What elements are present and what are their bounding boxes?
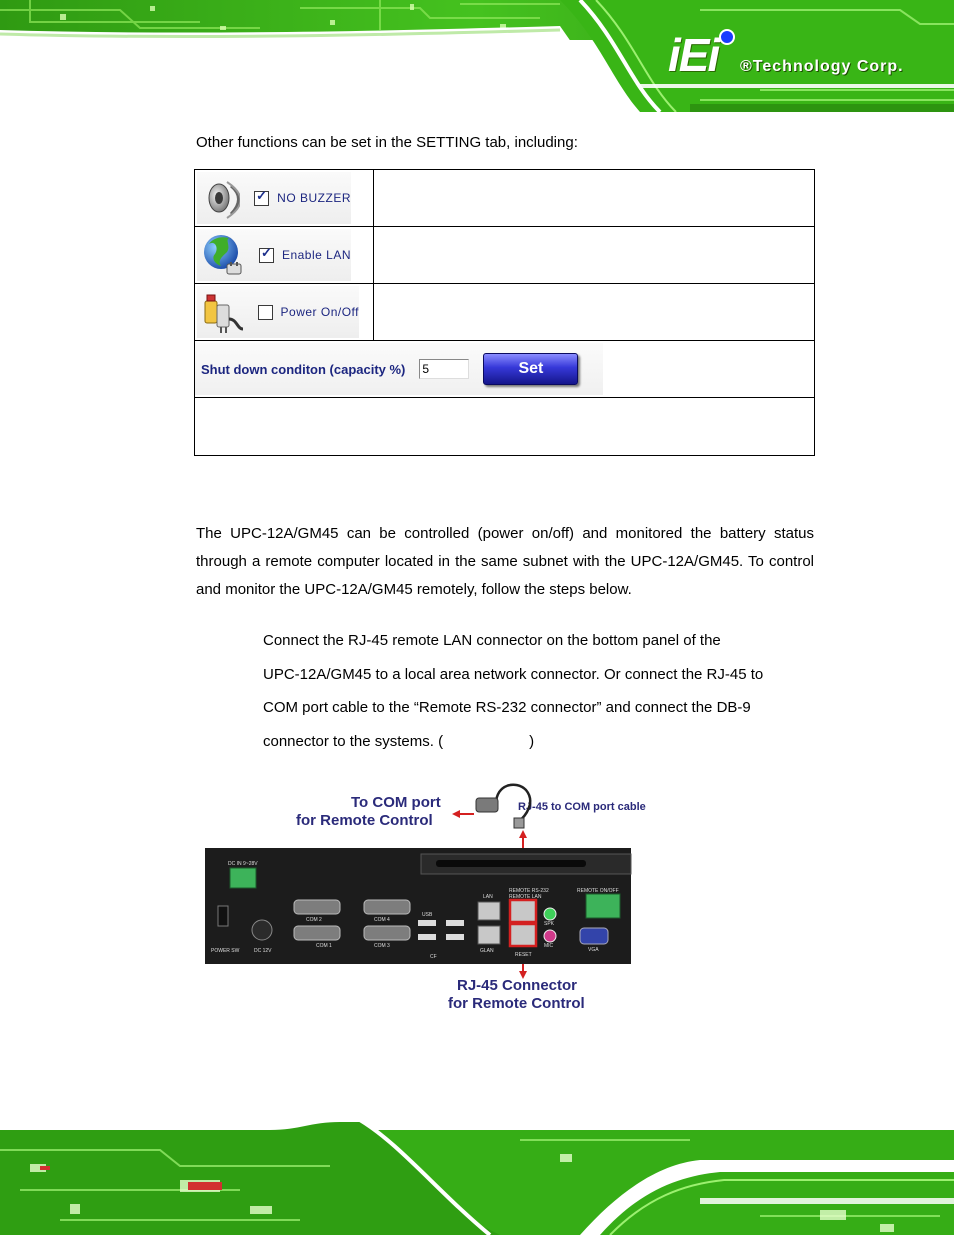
arrowhead-icon bbox=[519, 830, 527, 838]
panel-label-glan: GLAN bbox=[480, 948, 494, 954]
logo-text: ®Technology Corp. bbox=[740, 58, 904, 75]
step-line bbox=[263, 725, 803, 759]
dc-in-terminal bbox=[230, 868, 256, 888]
table-row bbox=[195, 398, 815, 456]
usb-port-icon bbox=[446, 920, 464, 926]
panel-label-lan: LAN bbox=[483, 894, 493, 900]
panel-label-mic: MIC bbox=[544, 943, 554, 949]
table-cell bbox=[195, 341, 815, 398]
remote-connection-figure bbox=[196, 776, 666, 1016]
com1-port-icon bbox=[294, 926, 340, 940]
shutdown-condition-setting bbox=[195, 343, 603, 395]
usb-port-icon bbox=[418, 920, 436, 926]
table-row bbox=[195, 227, 815, 284]
db9-connector-icon bbox=[476, 798, 498, 812]
step-line: COM port cable to the “Remote RS-232 connector” and connect the DB-9 bbox=[263, 699, 751, 717]
power-onoff-setting bbox=[197, 286, 359, 338]
rj45-connector-label-2: for Remote Control bbox=[448, 995, 585, 1012]
logo-mark: iEi bbox=[668, 29, 719, 81]
no-buzzer-label: NO BUZZER bbox=[277, 191, 351, 205]
panel-label-cf: CF bbox=[430, 954, 437, 960]
usb-port-icon bbox=[446, 934, 464, 940]
panel-label-vga: VGA bbox=[588, 947, 599, 953]
table-cell bbox=[374, 284, 815, 341]
globe-network-icon bbox=[201, 232, 245, 278]
step-line-start: connector to the systems. ( bbox=[263, 733, 444, 751]
intro-text: Other functions can be set in the SETTING tab, including: bbox=[196, 134, 578, 151]
circuit-board-footer-graphic bbox=[0, 1120, 954, 1235]
enable-lan-setting bbox=[197, 229, 351, 281]
page-header bbox=[0, 0, 954, 112]
power-plug-icon bbox=[201, 289, 244, 335]
com3-port-icon bbox=[364, 926, 410, 940]
dc12v-jack-icon bbox=[252, 920, 272, 940]
slot bbox=[436, 860, 586, 867]
com4-port-icon bbox=[364, 900, 410, 914]
page-footer bbox=[0, 1120, 954, 1235]
logo-dot-icon bbox=[719, 29, 735, 45]
panel-label-power-sw: POWER SW bbox=[211, 948, 240, 954]
arrowhead-icon bbox=[452, 810, 460, 818]
table-row bbox=[195, 170, 815, 227]
speaker-icon bbox=[201, 176, 240, 220]
capacity-input[interactable] bbox=[419, 359, 469, 379]
rj45-plug-icon bbox=[514, 818, 524, 828]
table-cell bbox=[195, 170, 374, 227]
rj45-connector-label: RJ-45 Connector bbox=[457, 977, 578, 994]
step-text bbox=[263, 624, 803, 759]
remote-control-paragraph: The UPC-12A/GM45 can be controlled (power on/off) and monitored the battery status through a remote computer located in the same subnet with the UPC-12A/GM45. To control and monitor the UPC-12A/GM45 remotely, follow the steps below. bbox=[196, 525, 814, 598]
table-row bbox=[195, 341, 815, 398]
cable-wire bbox=[496, 785, 530, 822]
panel-label-remote-onoff: REMOTE ON/OFF bbox=[577, 888, 619, 894]
com-port-label-2: for Remote Control bbox=[296, 812, 433, 829]
power-onoff-label: Power On/Off bbox=[280, 305, 359, 319]
table-cell bbox=[195, 227, 374, 284]
settings-table bbox=[194, 169, 815, 456]
panel-label-com1: COM 1 bbox=[316, 943, 332, 949]
vga-port-icon bbox=[580, 928, 608, 944]
panel-label-remote-lan: REMOTE LAN bbox=[509, 894, 542, 900]
remote-rs232-port-icon bbox=[510, 900, 536, 922]
lan-port-icon bbox=[478, 902, 500, 920]
panel-label-remote: REMOTE RS-232 bbox=[509, 888, 549, 894]
table-cell bbox=[195, 284, 374, 341]
no-buzzer-checkbox[interactable] bbox=[254, 191, 269, 206]
panel-label-com2: COM 2 bbox=[306, 917, 322, 923]
com2-port-icon bbox=[294, 900, 340, 914]
iei-logo bbox=[668, 28, 928, 81]
back-panel-diagram bbox=[196, 776, 666, 1016]
remote-onoff-terminal bbox=[586, 894, 620, 918]
com-port-label: To COM port bbox=[351, 794, 441, 811]
usb-port-icon bbox=[418, 934, 436, 940]
spk-jack-icon bbox=[544, 908, 556, 920]
step-line: Connect the RJ-45 remote LAN connector on the bottom panel of the bbox=[263, 632, 721, 649]
panel-label-dc12v: DC 12V bbox=[254, 948, 272, 954]
mic-jack-icon bbox=[544, 930, 556, 942]
panel-label-usb: USB bbox=[422, 912, 433, 918]
table-cell bbox=[374, 227, 815, 284]
panel-label-spk: SPK bbox=[544, 921, 555, 927]
glan-port-icon bbox=[478, 926, 500, 944]
no-buzzer-setting bbox=[197, 172, 351, 224]
panel-label-reset: RESET bbox=[515, 952, 532, 958]
remote-lan-port-icon bbox=[510, 924, 536, 946]
step-line-end: ) bbox=[529, 733, 535, 751]
power-onoff-checkbox[interactable] bbox=[258, 305, 273, 320]
step-line: UPC-12A/GM45 to a local area network connector. Or connect the RJ-45 to bbox=[263, 665, 764, 683]
table-row bbox=[195, 284, 815, 341]
enable-lan-label: Enable LAN bbox=[281, 248, 351, 262]
shutdown-condition-label: Shut down conditon (capacity %) bbox=[201, 361, 406, 377]
table-cell bbox=[195, 398, 815, 456]
power-switch-icon bbox=[218, 906, 228, 926]
set-button[interactable]: Set bbox=[483, 353, 578, 385]
panel-label-dc-in: DC IN 9~28V bbox=[228, 861, 258, 867]
enable-lan-checkbox[interactable] bbox=[259, 248, 274, 263]
panel-label-com3: COM 3 bbox=[374, 943, 390, 949]
cable-label: RJ-45 to COM port cable bbox=[518, 801, 646, 813]
panel-label-com4: COM 4 bbox=[374, 917, 390, 923]
table-cell bbox=[374, 170, 815, 227]
